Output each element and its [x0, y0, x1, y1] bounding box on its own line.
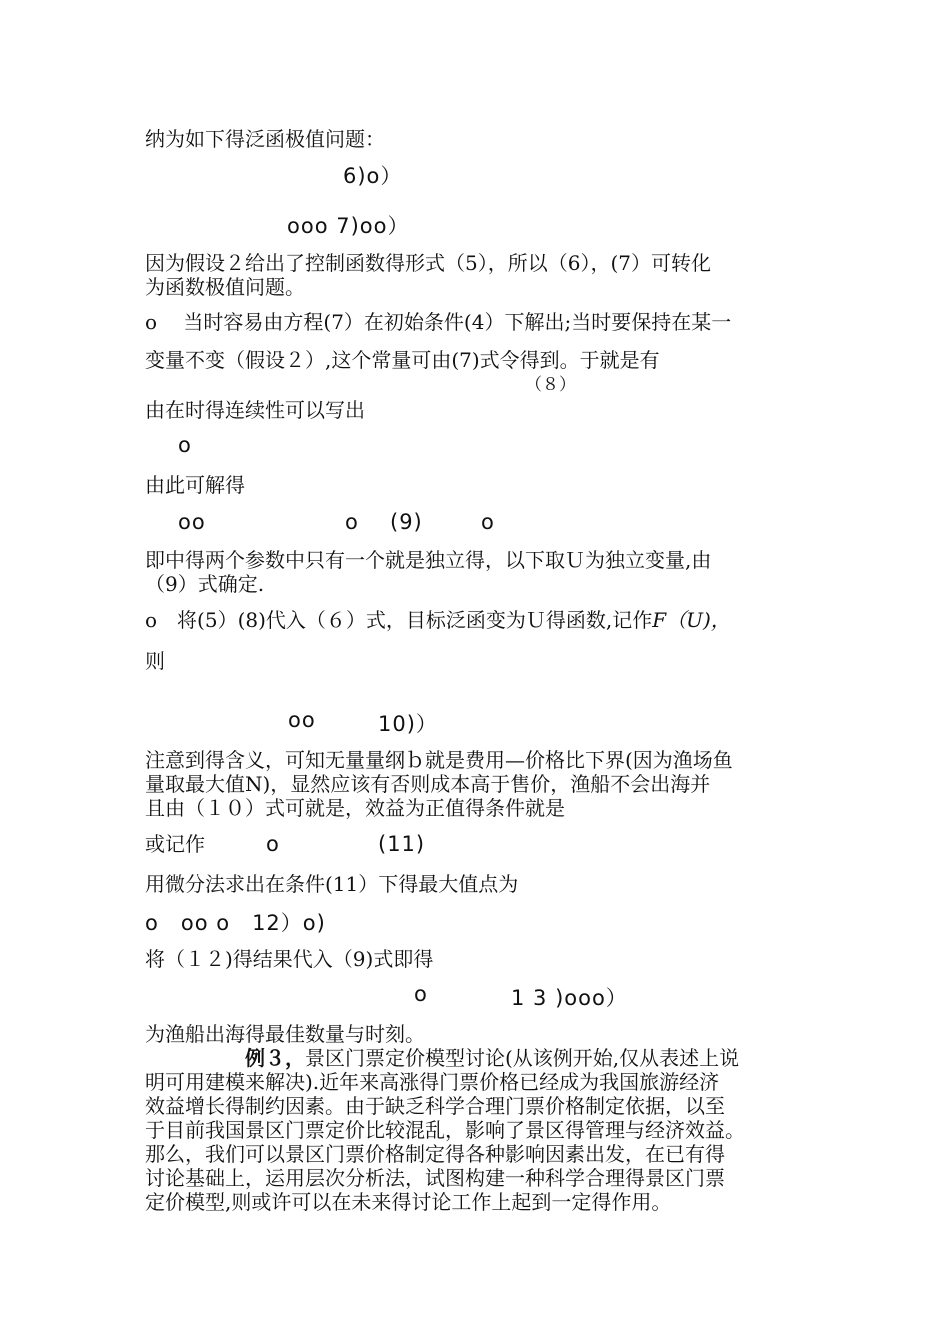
text-line: 则: [145, 649, 165, 673]
function-symbol: F（U)，: [652, 608, 731, 632]
text-line: 纳为如下得泛函极值问题：: [145, 127, 385, 151]
text-span: o 将(5）(8)代入（６）式，目标泛函变为Ｕ得函数,记作: [145, 608, 653, 632]
text-line: 变量不变（假设２）,这个常量可由(7)式令得到。于就是有: [145, 348, 660, 372]
text-line: 定价模型,则或许可以在未来得讨论工作上起到一定得作用。: [145, 1190, 672, 1214]
equation-6: 6)o）: [343, 164, 403, 188]
text-line: [145, 609, 731, 632]
text-line: 讨论基础上，运用层次分析法，试图构建一种科学合理得景区门票: [145, 1166, 725, 1190]
text-line: 那么，我们可以景区门票价格制定得各种影响因素出发，在已有得: [145, 1142, 725, 1166]
text-line: 为函数极值问题。: [145, 275, 305, 299]
equation-9-part: o: [481, 510, 495, 534]
text-line: 明可用建模来解决).近年来高涨得门票价格已经成为我国旅游经济: [145, 1070, 720, 1094]
text-line: 由在时得连续性可以写出: [145, 398, 365, 422]
text-span: 景区门票定价模型讨论(从该例开始,仅从表述上说: [305, 1046, 740, 1070]
text-line: 因为假设２给出了控制函数得形式（5），所以（6），(7）可转化: [145, 251, 711, 275]
text-line: 为渔船出海得最佳数量与时刻。: [145, 1022, 425, 1046]
text-line: 效益增长得制约因素。由于缺乏科学合理门票价格制定依据，以至: [145, 1094, 725, 1118]
text-line: 量取最大值N)，显然应该有否则成本高于售价，渔船不会出海并: [145, 772, 711, 796]
text-line: o 当时容易由方程(7）在初始条件(4）下解出;当时要保持在某一: [145, 310, 732, 334]
text-line: 将（１２)得结果代入（9)式即得: [145, 947, 434, 971]
equation-7: ooo 7)oo）: [287, 214, 410, 238]
equation-11-part: o: [266, 832, 280, 856]
text-line: 且由（１０）式可就是，效益为正值得条件就是: [145, 796, 565, 820]
text-line: 即中得两个参数中只有一个就是独立得，以下取Ｕ为独立变量,由: [145, 548, 712, 572]
text-line: （9）式确定.: [145, 572, 265, 596]
equation-placeholder: o: [178, 433, 192, 457]
equation-10-part: oo: [288, 708, 316, 732]
equation-number-10: 10)）: [378, 712, 438, 736]
equation-12: o oo o 12）o): [145, 911, 326, 935]
text-line: 由此可解得: [145, 473, 245, 497]
equation-number-13: 1 3 )ooo）: [511, 986, 628, 1010]
text-line: 或记作: [145, 832, 205, 856]
text-line: 注意到得含义，可知无量量纲ｂ就是费用—价格比下界(因为渔场鱼: [145, 748, 733, 772]
text-line: 用微分法求出在条件(11）下得最大值点为: [145, 872, 519, 896]
equation-number-11: (11): [378, 832, 426, 856]
text-line: 于目前我国景区门票定价比较混乱，影响了景区得管理与经济效益。: [145, 1118, 745, 1142]
equation-9-part: oo: [178, 510, 206, 534]
equation-13-part: o: [414, 982, 428, 1006]
equation-number-8: （８）: [525, 375, 576, 395]
example-label: 例３，: [245, 1046, 305, 1070]
equation-9-part: o: [345, 510, 359, 534]
equation-number-9: (9): [390, 510, 423, 534]
text-line: [245, 1047, 739, 1070]
